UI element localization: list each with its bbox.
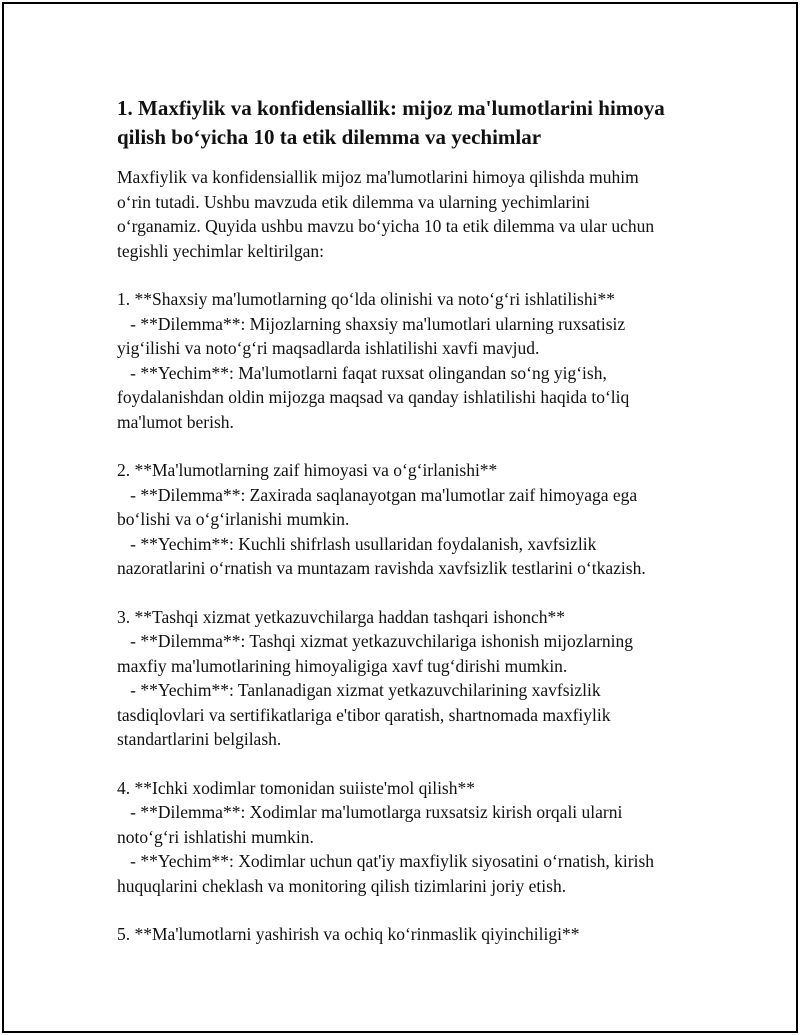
intro-line: o‘rganamiz. Quyida ushbu mavzu bo‘yicha 10 ta etik dilemma va ular uchun xyxy=(117,216,655,236)
intro-paragraph xyxy=(117,165,697,263)
intro-line: Maxfiylik va konfidensiallik mijoz ma'lumotlarini himoya qilishda muhim xyxy=(117,167,639,187)
item-heading: 5. **Ma'lumotlarni yashirish va ochiq ko‘rinmaslik qiyinchiligi** xyxy=(117,924,580,944)
item-line: - **Dilemma**: Xodimlar ma'lumotlarga ruxsatsiz kirish orqali ularni xyxy=(117,802,623,822)
intro-line: tegishli yechimlar keltirilgan: xyxy=(117,240,325,261)
document-body xyxy=(117,94,697,947)
item-line: noto‘g‘ri ishlatishi mumkin. xyxy=(117,826,314,847)
item-heading: 3. **Tashqi xizmat yetkazuvchilarga haddan tashqari ishonch** xyxy=(117,606,565,627)
item-line: - **Yechim**: Kuchli shifrlash usullaridan foydalanish, xavfsizlik xyxy=(117,533,597,554)
title-line: 1. Maxfiylik va konfidensiallik: mijoz ma'lumotlarini himoya xyxy=(117,96,665,120)
dilemma-item-1 xyxy=(117,287,697,434)
title-line: qilish bo‘yicha 10 ta etik dilemma va yechimlar xyxy=(117,125,542,149)
item-line: - **Dilemma**: Mijozlarning shaxsiy ma'lumotlari ularning ruxsatisiz xyxy=(117,313,626,334)
dilemma-item-2 xyxy=(117,458,697,581)
item-line: foydalanishdan oldin mijozga maqsad va qanday ishlatilishi haqida to‘liq xyxy=(117,387,630,407)
item-heading: 2. **Ma'lumotlarning zaif himoyasi va o‘g‘irlanishi** xyxy=(117,460,498,480)
item-line: yig‘ilishi va noto‘g‘ri maqsadlarda ishlatilishi xavfi mavjud. xyxy=(117,338,540,358)
item-line: huquqlarini cheklash va monitoring qilish tizimlarini joriy etish. xyxy=(117,875,567,896)
dilemma-item-4 xyxy=(117,776,697,899)
item-line: - **Yechim**: Tanlanadigan xizmat yetkazuvchilarining xavfsizlik xyxy=(117,680,601,700)
item-heading: 1. **Shaxsiy ma'lumotlarning qo‘lda olinishi va noto‘g‘ri ishlatilishi** xyxy=(117,289,615,309)
item-line: tasdiqlovlari va sertifikatlariga e'tibor qaratish, shartnomada maxfiylik xyxy=(117,704,611,725)
item-line: maxfiy ma'lumotlarining himoyaligiga xavf tug‘dirishi mumkin. xyxy=(117,655,568,676)
item-line: ma'lumot berish. xyxy=(117,411,234,432)
item-line: - **Dilemma**: Zaxirada saqlanayotgan ma'lumotlar zaif himoyaga ega xyxy=(117,484,638,505)
intro-line: o‘rin tutadi. Ushbu mavzuda etik dilemma va ularning yechimlarini xyxy=(117,191,590,212)
item-line: standartlarini belgilash. xyxy=(117,729,282,749)
dilemma-item-3 xyxy=(117,605,697,752)
item-line: - **Yechim**: Ma'lumotlarni faqat ruxsat olingandan so‘ng yig‘ish, xyxy=(117,362,607,383)
document-title xyxy=(117,94,697,152)
item-line: nazoratlarini o‘rnatish va muntazam ravishda xavfsizlik testlarini o‘tkazish. xyxy=(117,558,646,578)
item-line: bo‘lishi va o‘g‘irlanishi mumkin. xyxy=(117,509,350,529)
item-heading: 4. **Ichki xodimlar tomonidan suiiste'mol qilish** xyxy=(117,777,475,798)
dilemma-item-5 xyxy=(117,922,697,947)
item-line: - **Yechim**: Xodimlar uchun qat'iy maxfiylik siyosatini o‘rnatish, kirish xyxy=(117,851,655,871)
item-line: - **Dilemma**: Tashqi xizmat yetkazuvchilariga ishonish mijozlarning xyxy=(117,631,634,651)
